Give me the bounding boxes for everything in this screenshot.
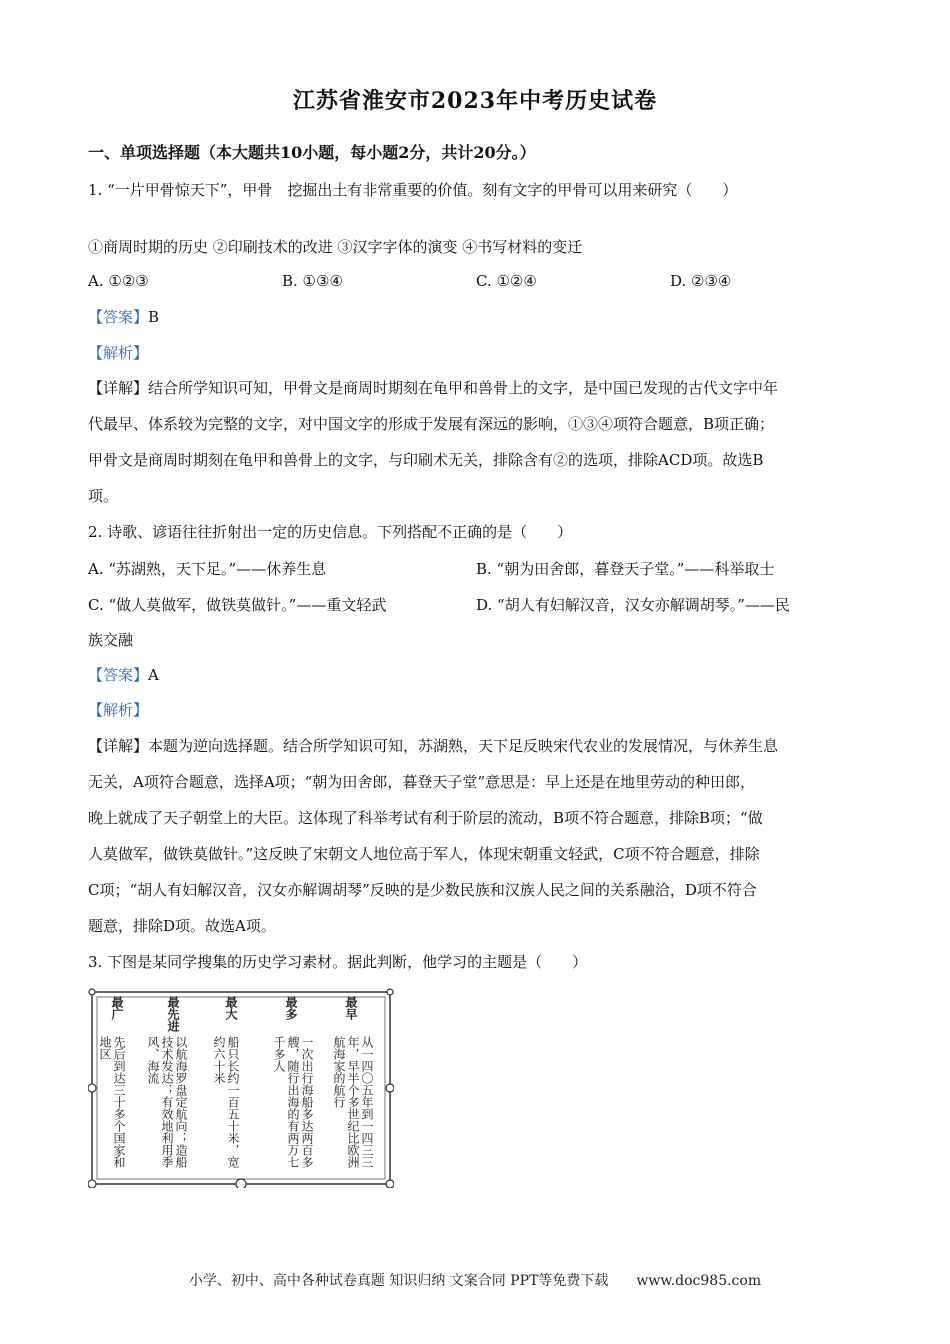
q1-stem: 1. “一片甲骨惊天下”，甲骨 挖掘出土有非常重要的价值。刻有文字的甲骨可以用来研究（ ） xyxy=(88,181,738,199)
panel-text-3: 船只长约一百五十米，宽约六十米 xyxy=(212,1036,240,1168)
q2-detail-line-4: 人莫做军，做铁莫做针。”这反映了宋朝文人地位高于军人，体现宋朝重文轻武，C项不符合题意，排除 xyxy=(88,845,760,863)
q1-detail-text-1: 结合所学知识可知，甲骨文是商周时期刻在龟甲和兽骨上的文字，是中国已发现的古代文字中年 xyxy=(148,379,779,397)
q1-detail-line-3: 甲骨文是商周时期刻在龟甲和兽骨上的文字，与印刷术无关，排除含有②的选项，排除ACD项。故选B xyxy=(88,451,764,469)
q2-answer xyxy=(88,665,863,685)
footer-text: 小学、初中、高中各种试卷真题 知识归纳 文案合同 PPT等免费下载 www.doc985.com xyxy=(188,1273,762,1289)
panel-text-4: 以航海罗盘定航向；造船技术发达；有效地利用季风、海流 xyxy=(146,1036,188,1168)
q1-analysis-label: 【解析】 xyxy=(88,344,149,362)
q2-answer-label: 【答案】 xyxy=(88,666,149,684)
panel-heading-2: 最多 xyxy=(284,996,298,1020)
q2-detail-line-2: 无关，A项符合题意，选择A项；“朝为田舍郎，暮登天子堂”意思是：早上还是在地里劳动的种田郎， xyxy=(88,773,756,791)
q2-detail-line-1 xyxy=(88,736,863,756)
q2-option-d: D. “胡人有妇解汉音，汉女亦解调胡琴。”——民 xyxy=(476,596,790,614)
panel-text-5: 先后到达三十多个国家和地区 xyxy=(98,1036,126,1168)
q1-detail-line-2: 代最早、体系较为完整的文字，对中国文字的形成于发展有深远的影响，①③④项符合题意，B项正确； xyxy=(88,415,775,433)
panel-heading-3: 最大 xyxy=(224,996,238,1020)
q1-answer-value: B xyxy=(148,308,160,326)
q2-answer-value: A xyxy=(148,666,159,684)
q3-stem: 3. 下图是某同学搜集的历史学习素材。据此判断，他学习的主题是（ ） xyxy=(88,953,588,971)
q1-option-a: A. ①②③ xyxy=(88,272,149,290)
q1-answer xyxy=(88,307,863,327)
panel-heading-4: 最先进 xyxy=(166,996,180,1032)
q1-detail-line-4: 项。 xyxy=(88,487,119,505)
q1-option-d: D. ②③④ xyxy=(670,272,732,290)
q2-detail-line-3: 晚上就成了天子朝堂上的大臣。这体现了科举考试有利于阶层的流动，B项不符合题意，排除B项；“做 xyxy=(88,809,763,827)
q2-analysis-label: 【解析】 xyxy=(88,701,149,719)
q1-option-c: C. ①②④ xyxy=(476,272,537,290)
q1-items: ①商周时期的历史 ②印刷技术的改进 ③汉字字体的演变 ④书写材料的变迁 xyxy=(88,238,583,256)
q2-option-a: A. “苏湖熟，天下足。”——休养生息 xyxy=(88,560,327,578)
panel-text-2: 一次出行海船多达两百多艘，随行出海的有两万七千多人 xyxy=(272,1036,314,1168)
q3-scroll-figure xyxy=(88,988,394,1188)
q1-answer-label: 【答案】 xyxy=(88,308,149,326)
q1-option-b: B. ①③④ xyxy=(282,272,343,290)
q2-detail-label: 【详解】 xyxy=(88,737,149,755)
panel-heading-5: 最广 xyxy=(110,996,124,1020)
page-title: 江苏省淮安市2023年中考历史试卷 xyxy=(292,88,658,114)
q2-option-c: C. “做人莫做军，做铁莫做针。”——重文轻武 xyxy=(88,596,387,614)
panel-heading-1: 最早 xyxy=(344,996,358,1020)
q1-detail-label: 【详解】 xyxy=(88,379,149,397)
panel-text-1: 从一四〇五年到一四三三年，早半个多世纪比欧洲航海家的航行 xyxy=(332,1036,374,1168)
q2-detail-text-1: 本题为逆向选择题。结合所学知识可知，苏湖熟，天下足反映宋代农业的发展情况，与休养生息 xyxy=(148,737,779,755)
q2-detail-line-5: C项；“胡人有妇解汉音，汉女亦解调胡琴”反映的是少数民族和汉族人民之间的关系融洽，D项不符合 xyxy=(88,881,757,899)
q2-detail-line-6: 题意，排除D项。故选A项。 xyxy=(88,917,276,935)
section-heading: 一、单项选择题（本大题共10小题，每小题2分，共计20分。） xyxy=(88,143,536,162)
q2-stem: 2. 诗歌、谚语往往折射出一定的历史信息。下列搭配不正确的是（ ） xyxy=(88,523,573,541)
q2-option-b: B. “朝为田舍郎，暮登天子堂。”——科举取士 xyxy=(476,560,775,578)
q2-option-d-continued: 族交融 xyxy=(88,631,134,649)
q1-detail-line-1 xyxy=(88,378,863,398)
